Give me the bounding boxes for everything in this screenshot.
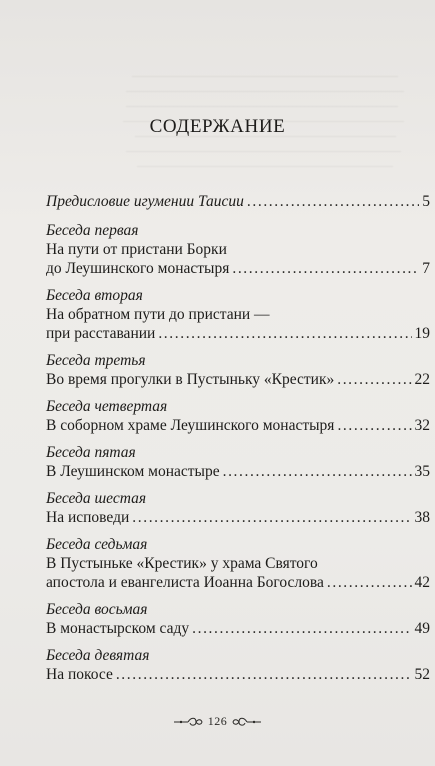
toc-entry-heading: Беседа восьмая <box>46 601 148 618</box>
toc-entry-heading: Беседа девятая <box>46 647 150 664</box>
toc-entry-4 <box>46 397 430 435</box>
page-number: 7 <box>422 260 430 277</box>
page-number: 19 <box>414 325 430 342</box>
toc-entry-heading: Беседа седьмая <box>46 536 148 553</box>
toc-entry-7 <box>46 535 430 592</box>
toc-entry-heading: Беседа первая <box>46 222 139 239</box>
left-ornament-icon <box>173 716 203 728</box>
toc-entry-title: В Леушинском монастыре <box>46 463 220 480</box>
right-ornament-icon <box>232 716 262 728</box>
page-number: 38 <box>414 509 430 526</box>
leader-dots <box>337 370 411 389</box>
toc-entry-title: до Леушинского монастыря <box>46 260 230 277</box>
toc-entry-9 <box>46 646 430 684</box>
toc-entry-3 <box>46 351 430 389</box>
toc-entry-preface <box>46 192 430 211</box>
table-of-contents <box>46 192 430 692</box>
leader-dots <box>192 619 411 638</box>
leader-dots <box>327 573 412 592</box>
toc-entry-heading: Беседа четвертая <box>46 398 168 415</box>
page-number: 52 <box>414 666 430 683</box>
page-number: 49 <box>414 620 430 637</box>
page-number: 22 <box>414 371 430 388</box>
toc-line <box>46 416 430 435</box>
page-number: 42 <box>414 574 430 591</box>
toc-entry-2 <box>46 286 430 343</box>
page-number-footer: 126 <box>207 714 228 728</box>
leader-dots <box>132 508 411 527</box>
leader-dots <box>232 259 419 278</box>
toc-entry-title: при расставании <box>46 325 156 342</box>
toc-entry-title: На исповеди <box>46 509 130 526</box>
page-footer <box>0 714 435 729</box>
toc-line <box>46 554 430 573</box>
toc-entry-title: На покосе <box>46 666 113 683</box>
toc-entry-title: Предисловие игумении Таисии <box>46 193 244 210</box>
page-title: СОДЕРЖАНИЕ <box>149 116 286 137</box>
toc-entry-title: апостола и евангелиста Иоанна Богослова <box>46 574 324 591</box>
toc-entry-title: В Пустыньке «Крестик» у храма Святого <box>46 555 318 572</box>
toc-line <box>46 240 430 259</box>
toc-entry-title: Во время прогулки в Пустыньку «Крестик» <box>46 371 335 388</box>
toc-entry-heading: Беседа третья <box>46 352 146 369</box>
page-number: 35 <box>414 463 430 480</box>
toc-entry-title: На пути от пристани Борки <box>46 241 227 258</box>
toc-line <box>46 305 430 324</box>
toc-entry-title: В монастырском саду <box>46 620 190 637</box>
leader-dots <box>116 665 412 684</box>
toc-entry-1 <box>46 221 430 278</box>
toc-line <box>46 192 430 211</box>
toc-entry-heading: Беседа пятая <box>46 444 136 461</box>
page-number: 32 <box>414 417 430 434</box>
leader-dots <box>158 324 411 343</box>
toc-line <box>46 573 430 592</box>
toc-line <box>46 508 430 527</box>
toc-line <box>46 324 430 343</box>
leader-dots <box>223 462 412 481</box>
toc-entry-heading: Беседа шестая <box>46 490 147 507</box>
toc-line <box>46 619 430 638</box>
toc-entry-6 <box>46 489 430 527</box>
toc-entry-5 <box>46 443 430 481</box>
toc-line <box>46 665 430 684</box>
toc-entry-heading: Беседа вторая <box>46 287 143 304</box>
toc-entry-8 <box>46 600 430 638</box>
leader-dots <box>247 192 419 211</box>
leader-dots <box>337 416 411 435</box>
toc-entry-title: На обратном пути до пристани — <box>46 306 270 323</box>
toc-line <box>46 370 430 389</box>
toc-line <box>46 462 430 481</box>
page-number: 5 <box>422 193 430 210</box>
toc-entry-title: В соборном храме Леушинского монастыря <box>46 417 335 434</box>
toc-line <box>46 259 430 278</box>
